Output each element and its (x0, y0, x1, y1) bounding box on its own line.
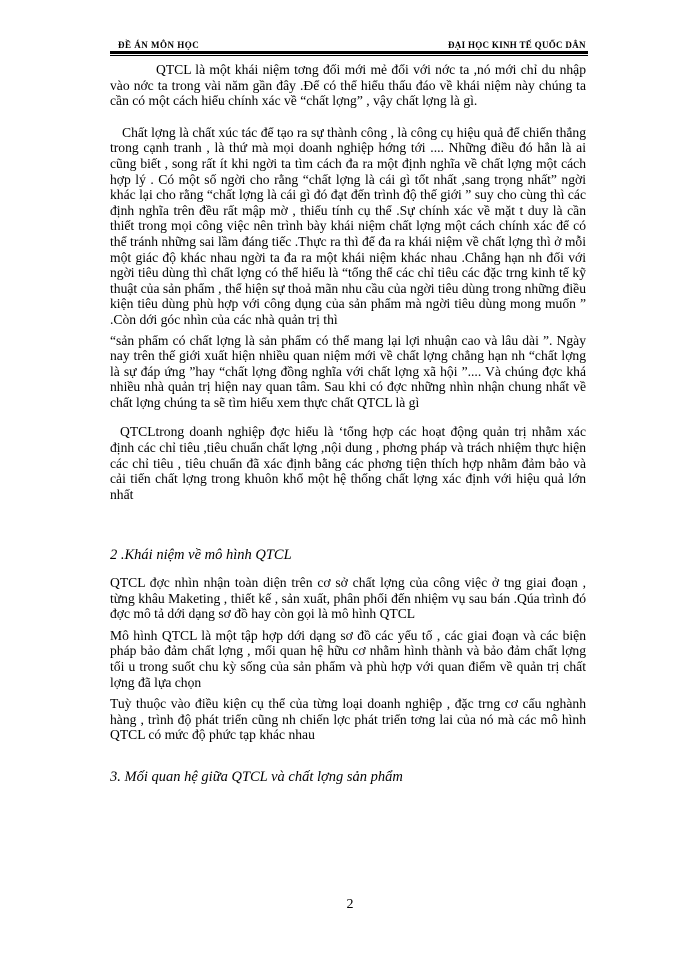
header-rule-thin (110, 55, 588, 56)
page-number: 2 (346, 897, 354, 912)
paragraph-qtcl-definition: QTCLtrong doanh nghiệp đợc hiểu là ‘tổng hợp các hoạt động quản trị nhằm xác định các chỉ tiêu ,tiêu chuẩn chất lợng ,nội dung , phơng pháp và trách nhiệm thực hiện các chỉ tiêu , tiêu chuẩn đã xác định bằng các phơng tiện thích hợp nhằm đảm bảo và cải tiến chất lợng trong khuôn khổ một hệ thống chất lợng xác định với hiệu quả lớn nhất (110, 424, 586, 502)
section-heading-2: 2 .Khái niệm về mô hình QTCL (110, 547, 292, 564)
section-heading-3: 3. Mối quan hệ giữa QTCL và chất lợng sản phẩm (110, 768, 403, 785)
header-left-title: ĐỀ ÁN MÔN HỌC (118, 40, 200, 50)
paragraph-model-overview: QTCL đợc nhìn nhận toàn diện trên cơ sở chất lợng của công việc ở tng giai đoạn , từng khâu Maketing , thiết kế , sản xuất, phân phối đến nhiệm vụ sau bán .Qúa trình đó đợc mô tả dới dạng sơ đồ hay còn gọi là mô hình QTCL (110, 575, 586, 622)
paragraph-intro: QTCL là một khái niệm tơng đối mới mẻ đối với nớc ta ,nó mới chỉ du nhập vào nớc ta trong vài năm gần đây .Để có thể hiểu thấu đáo về khái niệm này chúng ta cần có một cách hiểu chính xác về “chất lợng” , vậy chất lợng là gì. (110, 62, 586, 109)
paragraph-manager-view: “sản phẩm có chất lợng là sản phẩm có thể mang lại lợi nhuận cao và lâu dài ”. Ngày nay trên thế giới xuất hiện nhiều quan niệm mới về chất lợng chẳng hạn nh “chất lợng là sự đáp ứng ”hay “chất lợng đồng nghĩa với chất lợng xã hội ”.... Và chúng đợc khá nhiều nhà quản trị hiện nay quan tâm. Sau khi có đợc những nhìn nhận chung nhất về chất lợng chúng ta sẽ tìm hiểu xem thực chất QTCL là gì (110, 332, 586, 410)
document-body (110, 60, 586, 786)
header-rule-thick (110, 51, 588, 54)
paragraph-model-complexity: Tuỳ thuộc vào điều kiện cụ thể của từng loại doanh nghiệp , đặc trng cơ cấu nghành hàng , trình độ phát triển cũng nh chiến lợc phát triển tơng lai của nó mà các mô hình QTCL có mức độ phức tạp khác nhau (110, 696, 586, 743)
paragraph-quality-definition: Chất lợng là chất xúc tác để tạo ra sự thành công , là công cụ hiệu quả để chiến thắng trong cạnh tranh , là thứ mà mọi doanh nghiệp hớng tới .... Những điều đó hẳn là ai cũng biết , song rất ít khi ngời ta tìm cách đa ra một định nghĩa về chất lợng một cách hợp lý . Có một số ngời cho rằng “chất lợng là cái gì tốt nhất ,sang trọng nhất” ngời khác lại cho rằng “chất lợng là cái gì đó đạt đến trình độ thế giới ” suy cho cùng thì các định nghĩa trên đều rất mập mờ , thiếu tính cụ thể .Sự chính xác về mặt t duy là cần thiết trong mọi công việc nên trình bày khái niệm chất lợng một cách chính xác để có thể tránh những sai lầm đáng tiếc .Thực ra thì để đa ra khái niệm về chất lợng thì ở mỗi một giác độ khác nhau ngời ta đa ra một khái niệm khác nhau .Chẳng hạn nh đối với ngời tiêu dùng thì chất lợng có thể hiểu là “tổng thể các chỉ tiêu các đặc trng kinh tế kỹ thuật của sản phẩm , thể hiện sự thoả mãn nhu cầu của ngời tiêu dùng trong những điều kiện tiêu dùng phù hợp với công dụng của sản phẩm mà ngời tiêu dùng mong muốn ” .Còn dới góc nhìn của các nhà quản trị thì (110, 124, 586, 327)
header-right-title: ĐẠI HỌC KINH TẾ QUỐC DÂN (448, 40, 586, 50)
paragraph-model-definition: Mô hình QTCL là một tập hợp dới dạng sơ đồ các yếu tố , các giai đoạn và các biện pháp bảo đảm chất lợng , mối quan hệ hữu cơ nhằm hình thành và bảo đảm chất lợng tối u trong suốt chu kỳ sống của sản phẩm và phù hợp với quan điểm về quản trị chất lợng đã lựa chọn (110, 627, 586, 690)
